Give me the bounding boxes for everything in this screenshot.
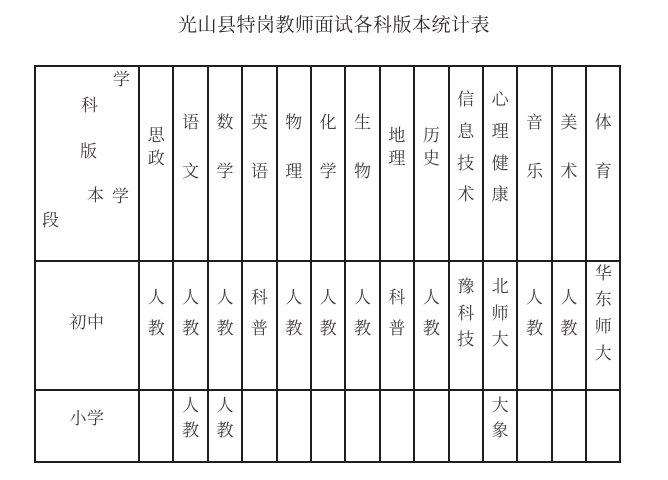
data-cell: [243, 262, 277, 391]
column-header: [381, 67, 415, 262]
column-header: [209, 67, 243, 262]
data-cell: [243, 391, 277, 463]
cell-text: 人 教: [422, 288, 440, 339]
row-label: 初中: [36, 262, 140, 391]
data-cell: [346, 262, 380, 391]
cell-text: 思 政: [147, 126, 165, 169]
column-header: [587, 67, 621, 262]
column-header: [174, 67, 208, 262]
cell-text: 美 术: [560, 113, 578, 182]
data-cell: [312, 262, 346, 391]
corner-char: 本: [87, 186, 104, 206]
data-cell: [209, 262, 243, 391]
data-cell: [381, 262, 415, 391]
data-cell: [553, 391, 587, 463]
data-cell: [174, 262, 208, 391]
cell-text: 体 育: [594, 113, 612, 182]
cell-text: 地 理: [388, 126, 406, 169]
row-label: 小学: [36, 391, 140, 463]
cell-text: 语 文: [182, 113, 200, 182]
cell-text: 人 教: [354, 288, 372, 339]
data-cell: [346, 391, 380, 463]
cell-text: 科 普: [388, 288, 406, 339]
column-header: [415, 67, 449, 262]
cell-text: 数 学: [216, 113, 234, 182]
cell-text: 科 普: [250, 288, 268, 339]
column-header: [553, 67, 587, 262]
cell-text: 豫 科 技: [457, 277, 475, 351]
cell-text: 人 教: [182, 288, 200, 339]
cell-text: 人 教: [216, 288, 234, 339]
data-cell: [518, 391, 552, 463]
data-cell: [209, 391, 243, 463]
cell-text: 人 教: [525, 288, 543, 339]
data-cell: [140, 391, 174, 463]
cell-text: 北 师 大: [491, 277, 509, 351]
data-cell: [553, 262, 587, 391]
corner-char: 学: [112, 187, 129, 207]
data-cell: [587, 391, 621, 463]
data-cell: [415, 262, 449, 391]
cell-text: 生 物: [354, 113, 372, 182]
column-header: [518, 67, 552, 262]
stats-table: [34, 65, 621, 463]
cell-text: 大 象: [491, 395, 509, 441]
data-cell: [415, 391, 449, 463]
data-cell: [484, 262, 518, 391]
page-title: 光山县特岗教师面试各科版本统计表: [177, 14, 490, 36]
column-header: [346, 67, 380, 262]
column-header: [278, 67, 312, 262]
data-cell: [312, 391, 346, 463]
cell-text: 人 教: [216, 395, 234, 441]
data-cell: [484, 391, 518, 463]
data-cell: [450, 262, 484, 391]
corner-cell: [36, 67, 140, 262]
cell-text: 人 教: [285, 288, 303, 339]
cell-text: 人 教: [147, 288, 165, 339]
column-header: [450, 67, 484, 262]
cell-text: 华 东 师 大: [594, 263, 612, 364]
cell-text: 英 语: [250, 113, 268, 182]
corner-char: 学: [113, 70, 130, 90]
data-cell: [450, 391, 484, 463]
data-cell: [278, 262, 312, 391]
cell-text: 人 教: [560, 288, 578, 339]
cell-text: 音 乐: [525, 113, 543, 182]
cell-text: 物 理: [285, 113, 303, 182]
cell-text: 心 理 健 康: [491, 90, 509, 206]
cell-text: 化 学: [319, 113, 337, 182]
column-header: [312, 67, 346, 262]
column-header: [140, 67, 174, 262]
data-cell: [518, 262, 552, 391]
column-header: [484, 67, 518, 262]
corner-char: 段: [42, 211, 59, 231]
data-cell: [587, 262, 621, 391]
data-cell: [381, 391, 415, 463]
cell-text: 历 史: [422, 126, 440, 169]
cell-text: 人 教: [182, 395, 200, 441]
cell-text: 信 息 技 术: [457, 90, 475, 206]
corner-char: 版: [80, 142, 97, 162]
data-cell: [174, 391, 208, 463]
data-cell: [140, 262, 174, 391]
column-header: [243, 67, 277, 262]
corner-char: 科: [81, 96, 98, 116]
cell-text: 人 教: [319, 288, 337, 339]
data-cell: [278, 391, 312, 463]
